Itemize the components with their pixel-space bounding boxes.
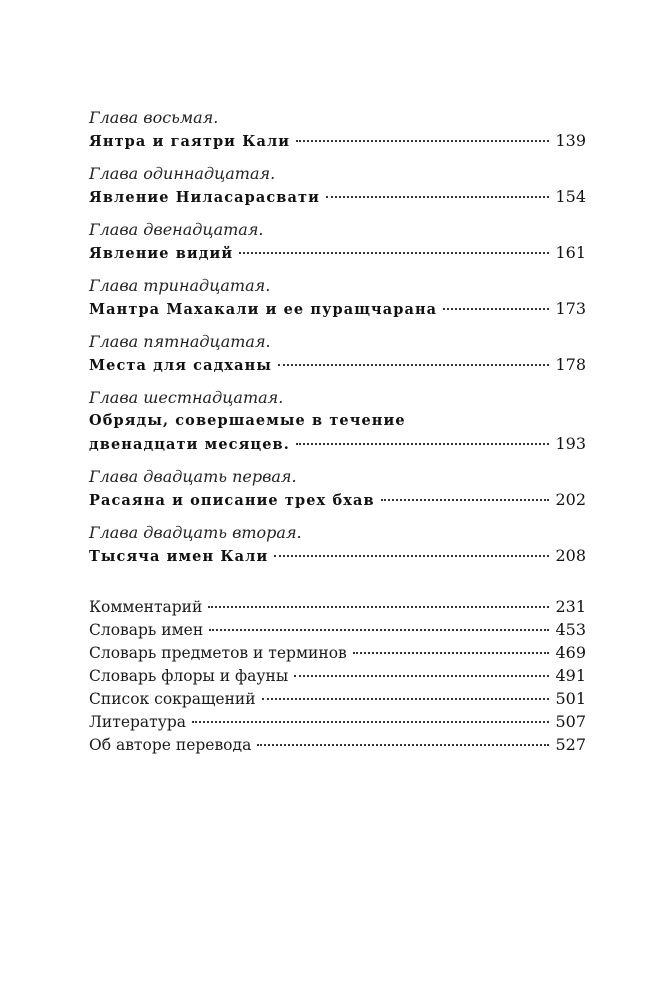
chapter-title: Тысяча имен Кали	[89, 548, 269, 565]
chapter-title: Явление Ниласарасвати	[89, 189, 320, 206]
chapter-title: Места для садханы	[89, 357, 272, 374]
back-matter-page-number: 501	[555, 689, 586, 708]
chapter-page-number: 161	[555, 243, 586, 262]
chapter-page-number: 139	[555, 131, 586, 150]
back-matter-label: Комментарий	[89, 598, 203, 616]
dot-leader	[239, 251, 549, 254]
dot-leader	[326, 195, 550, 198]
dot-leader	[381, 498, 550, 501]
back-matter-list	[89, 595, 586, 756]
chapter-row	[89, 297, 586, 320]
back-matter-page-number: 491	[555, 666, 586, 685]
back-matter-label: Словарь флоры и фауны	[89, 667, 289, 685]
toc-chapter-15[interactable]	[89, 330, 586, 376]
dot-leader	[353, 651, 550, 654]
chapter-row	[89, 432, 586, 455]
dot-leader	[192, 720, 549, 723]
toc-chapter-16[interactable]	[89, 386, 586, 455]
dot-leader	[294, 674, 549, 677]
back-matter-label: Литература	[89, 713, 187, 731]
chapter-row	[89, 185, 586, 208]
toc-back-matter-item[interactable]	[89, 664, 586, 687]
chapter-row	[89, 129, 586, 152]
toc-chapter-12[interactable]	[89, 218, 586, 264]
toc-chapter-13[interactable]	[89, 274, 586, 320]
chapter-title: Расаяна и описание трех бхав	[89, 492, 375, 509]
chapter-page-number: 208	[555, 546, 586, 565]
dot-leader	[208, 605, 549, 608]
toc-back-matter-item[interactable]	[89, 641, 586, 664]
chapter-kicker: Глава пятнадцатая.	[89, 332, 271, 351]
back-matter-page-number: 469	[555, 643, 586, 662]
chapter-title: Явление видий	[89, 245, 234, 262]
dot-leader	[296, 442, 550, 445]
chapter-page-number: 154	[555, 187, 586, 206]
table-of-contents	[89, 106, 586, 756]
dot-leader	[278, 363, 549, 366]
dot-leader	[257, 743, 549, 746]
toc-chapter-11[interactable]	[89, 162, 586, 208]
chapter-page-number: 193	[555, 434, 586, 453]
chapter-kicker: Глава одиннадцатая.	[89, 164, 276, 183]
dot-leader	[274, 554, 549, 557]
back-matter-page-number: 507	[555, 712, 586, 731]
back-matter-page-number: 231	[555, 597, 586, 616]
chapter-kicker: Глава двенадцатая.	[89, 220, 264, 239]
toc-back-matter-item[interactable]	[89, 618, 586, 641]
back-matter-page-number: 453	[555, 620, 586, 639]
chapter-row	[89, 353, 586, 376]
toc-chapter-22[interactable]	[89, 521, 586, 567]
dot-leader	[209, 628, 549, 631]
chapter-page-number: 202	[555, 490, 586, 509]
chapter-kicker: Глава тринадцатая.	[89, 276, 271, 295]
toc-back-matter-item[interactable]	[89, 710, 586, 733]
dot-leader	[443, 307, 549, 310]
toc-back-matter-item[interactable]	[89, 733, 586, 756]
chapter-page-number: 178	[555, 355, 586, 374]
chapter-kicker: Глава шестнадцатая.	[89, 388, 284, 407]
back-matter-label: Список сокращений	[89, 690, 256, 708]
chapter-title: Янтра и гаятри Кали	[89, 133, 291, 150]
chapter-title-line-1: Обряды, совершаемые в течение	[89, 412, 406, 429]
chapter-row	[89, 544, 586, 567]
chapter-row	[89, 241, 586, 264]
chapter-kicker: Глава восьмая.	[89, 108, 219, 127]
back-matter-label: Об авторе перевода	[89, 736, 252, 754]
toc-back-matter-item[interactable]	[89, 687, 586, 710]
dot-leader	[262, 697, 550, 700]
toc-chapter-8[interactable]	[89, 106, 586, 152]
chapter-page-number: 173	[555, 299, 586, 318]
toc-chapter-21[interactable]	[89, 465, 586, 511]
chapter-title: Мантра Махакали и ее пуращчарана	[89, 301, 438, 318]
chapter-kicker: Глава двадцать первая.	[89, 467, 297, 486]
toc-back-matter-item[interactable]	[89, 595, 586, 618]
chapter-kicker: Глава двадцать вторая.	[89, 523, 302, 542]
back-matter-label: Словарь предметов и терминов	[89, 644, 347, 662]
dot-leader	[296, 139, 549, 142]
chapter-row	[89, 488, 586, 511]
back-matter-page-number: 527	[555, 735, 586, 754]
chapter-title: двенадцати месяцев.	[89, 436, 290, 453]
back-matter-label: Словарь имен	[89, 621, 204, 639]
